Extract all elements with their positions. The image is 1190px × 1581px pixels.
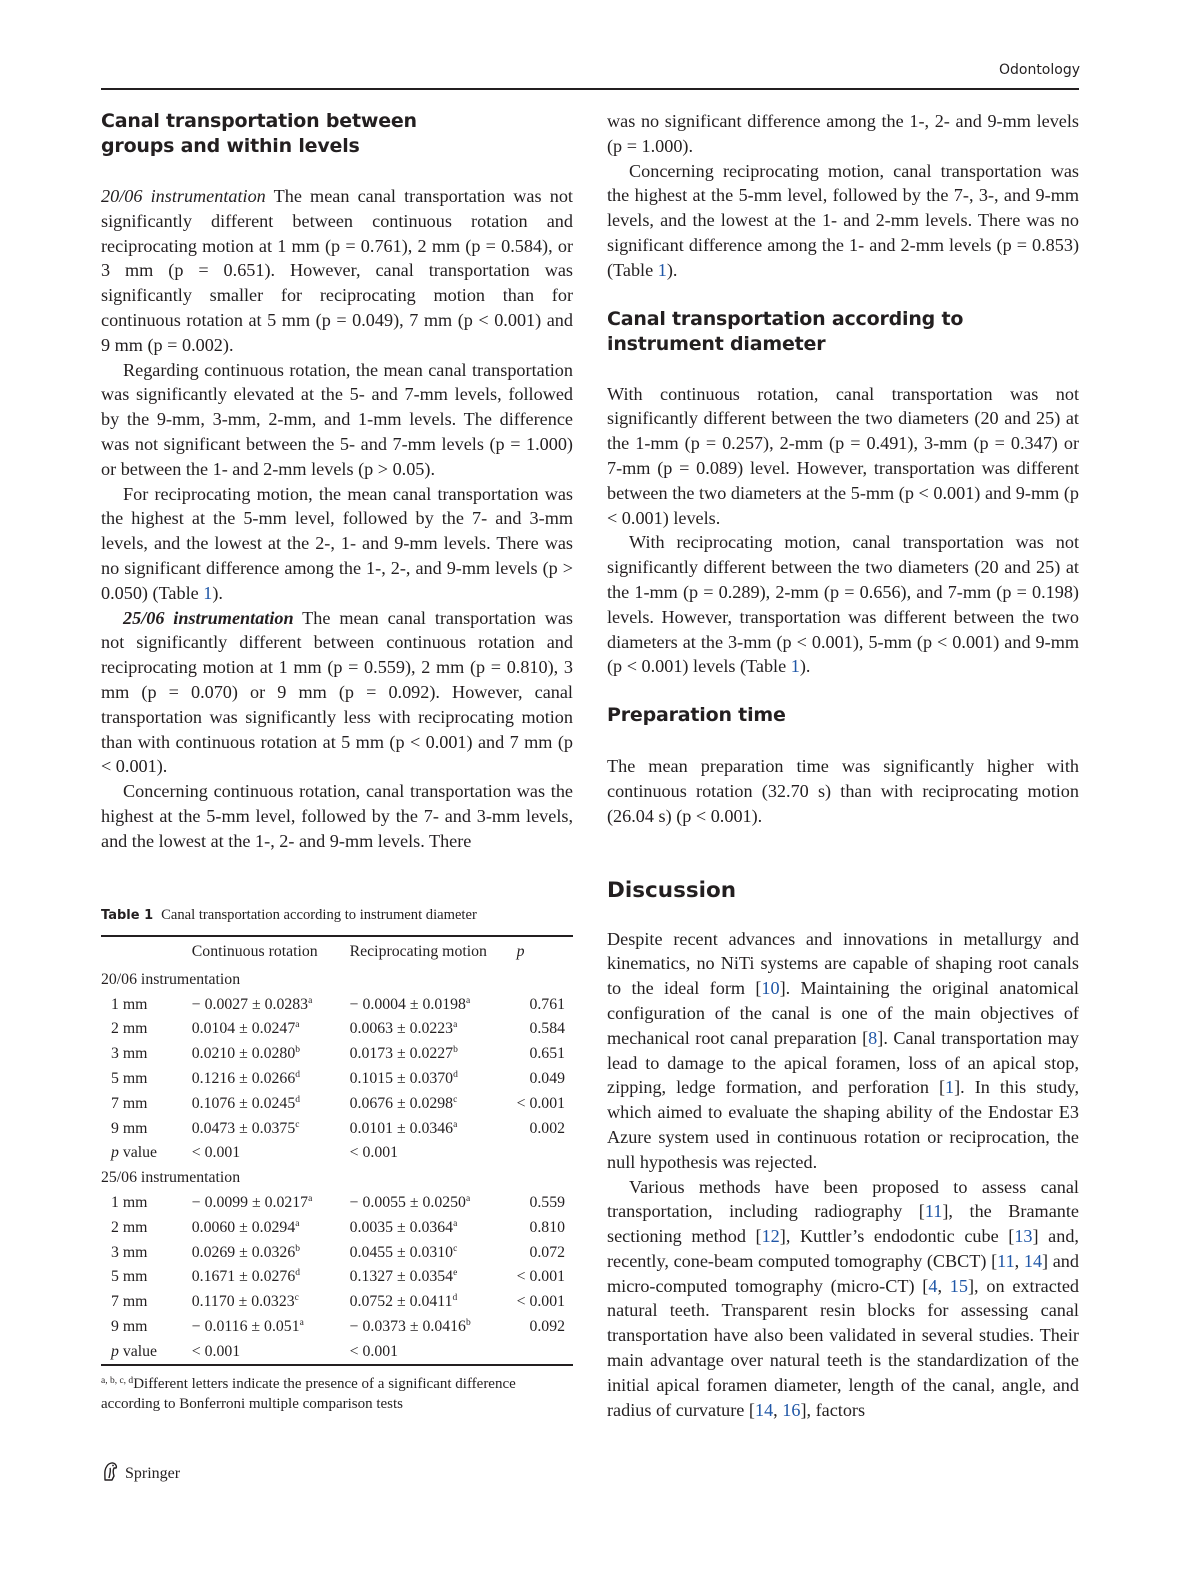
paragraph-reciprocating-20: For reciprocating motion, the mean canal transportation was the highest at the 5-mm level, followed by the 7- and 3-mm levels, and the lowest at the 2-, 1- and 9-mm levels. There was no significant difference among the 1-, 2-, and 9-mm levels (p > 0.050) (Table 1). — [101, 483, 573, 603]
running-head: Odontology — [998, 62, 1080, 78]
right-column — [607, 109, 1079, 1422]
column-header: p — [516, 943, 525, 960]
table-row: 7 mm 0.1076 ± 0.0245$^d$ 0.0676 ± 0.0298$^c$ < 0.001 — [111, 1094, 565, 1112]
table-row: 5 mm 0.1216 ± 0.0266$^d$ 0.1015 ± 0.0370$^d$ 0.049 — [111, 1070, 565, 1088]
table-row: 2 mm 0.0060 ± 0.0294$^a$ 0.0035 ± 0.0364$^a$ 0.810 — [111, 1218, 565, 1236]
paragraph-20-06: 20/06 instrumentation The mean canal transportation was not significantly different between continuous rotation and reciprocating motion at 1 mm (p = 0.761), 2 mm (p = 0.584), or 3 mm (p = 0.651). However, canal transportation was significantly smaller for reciprocating motion than for continuous rotation at 5 mm (p = 0.049), 7 mm (p < 0.001) and 9 mm (p = 0.002). — [101, 186, 573, 355]
springer-horse-icon — [101, 1460, 121, 1487]
section-heading-between-groups: Canal transportation between groups and within levels — [101, 110, 417, 157]
citation-link[interactable]: 4 — [928, 1275, 938, 1296]
citation-link[interactable]: 14 — [1023, 1250, 1043, 1271]
left-column — [101, 109, 573, 854]
paragraph-diameter-reciprocating: With reciprocating motion, canal transportation was not significantly different between the two diameters (20 and 25) at the 1-mm (p = 0.289), 2-mm (p = 0.656), and 7-mm (p = 0.198) levels. However, transportation was different between the two diameters at the 3-mm (p < 0.001), 5-mm (p < 0.001) and 9-mm (p < 0.001) levels (Table 1). — [607, 532, 1079, 677]
citation-link[interactable]: 10 — [761, 978, 780, 999]
column-header: Continuous rotation — [191, 943, 318, 960]
paragraph-reciprocating-25: Concerning reciprocating motion, canal transportation was the highest at the 5-mm level, followed by the 7-, 3-, and 9-mm levels, and the lowest at the 1- and 2-mm levels. There was no significant difference among the 1- and 2-mm levels (p = 0.853) (Table 1). — [607, 160, 1079, 280]
citation-link[interactable]: 1 — [945, 1077, 955, 1098]
citation-link[interactable]: 11 — [924, 1201, 943, 1222]
table-row: 2 mm 0.0104 ± 0.0247$^a$ 0.0063 ± 0.0223$^a$ 0.584 — [111, 1020, 565, 1038]
table-bottom-rule — [101, 1364, 573, 1366]
table-section-row: 20/06 instrumentation — [101, 970, 241, 988]
section-heading-preparation-time: Preparation time — [607, 704, 786, 727]
data-table — [101, 937, 573, 1365]
paragraph-continuous-25: Concerning continuous rotation, canal transportation was the highest at the 5-mm level, followed by the 7- and 3-mm levels, and the lowest at the 1-, 2- and 9-mm levels. There — [101, 781, 573, 851]
table-caption: Table 1 Canal transportation according to instrument diameter — [101, 907, 477, 923]
table-link[interactable]: 1 — [657, 259, 667, 280]
paragraph-25-06: 25/06 instrumentation The mean canal transportation was not significantly different between continuous rotation and reciprocating motion at 1 mm (p = 0.559), 2 mm (p = 0.810), 3 mm (p = 0.070) or 9 mm (p = 0.092). However, canal transportation was significantly less with reciprocating motion than with continuous rotation at 5 mm (p < 0.001) and 7 mm (p < 0.001). — [101, 607, 574, 777]
column-header: Reciprocating motion — [349, 943, 487, 960]
table-row: 9 mm 0.0473 ± 0.0375$^c$ 0.0101 ± 0.0346$^a$ 0.002 — [111, 1119, 565, 1137]
citation-link[interactable]: 13 — [1014, 1226, 1033, 1247]
section-heading-diameter: Canal transportation according to instrument diameter — [607, 307, 964, 355]
paragraph-preparation-time: The mean preparation time was significantly higher with continuous rotation (32.70 s) than with reciprocating motion (26.04 s) (p < 0.001). — [607, 756, 1079, 826]
paragraph-discussion-2: Various methods have been proposed to assess canal transportation, including radiography [11], the Bramante sectioning method [12], Kuttler’s endodontic cube [13] and, recently, cone-beam computed tomography (CBCT) [11, 14] and micro-computed tomography (micro-CT) [4, 15], on extracted natural teeth. Transparent resin blocks for assessing canal transportation have also been validated in several studies. Their main advantage over natural teeth is the standardization of the initial apical foramen diameter, length of the canal, angle, and radius of curvature [14, 16], factors — [607, 1176, 1079, 1420]
table-row: 5 mm 0.1671 ± 0.0276$^d$ 0.1327 ± 0.0354$^e$ < 0.001 — [111, 1268, 565, 1286]
table-footnote: $^{a, b, c, d}$Different letters indicate the presence of a significant difference according to Bonferroni multiple comparison tests — [101, 1375, 516, 1412]
paragraph-lead: 25/06 instrumentation — [123, 607, 294, 628]
table-row: 3 mm 0.0269 ± 0.0326$^b$ 0.0455 ± 0.0310$^c$ 0.072 — [111, 1243, 565, 1261]
publisher-name: Springer — [125, 1464, 181, 1482]
table-pvalue-row: p value < 0.001 < 0.001 — [111, 1144, 399, 1162]
citation-link[interactable]: 12 — [761, 1226, 780, 1247]
paragraph-lead: 20/06 instrumentation — [101, 186, 266, 206]
paragraph-continued: was no significant difference among the 1-, 2- and 9-mm levels (p = 1.000). — [607, 111, 1079, 156]
citation-link[interactable]: 15 — [949, 1275, 968, 1296]
paragraph-diameter-continuous: With continuous rotation, canal transportation was not significantly different between the two diameters (20 and 25) at the 1-mm (p = 0.257), 2-mm (p = 0.491), 3-mm (p = 0.347) or 7-mm (p = 0.089) level. However, transportation was different between the two diameters at the 5-mm (p < 0.001) and 9-mm (p < 0.001) levels. — [607, 383, 1079, 528]
table-row: 1 mm − 0.0027 ± 0.0283$^a$ − 0.0004 ± 0.0198$^a$ 0.761 — [111, 995, 565, 1013]
paragraph-continuous-20: Regarding continuous rotation, the mean canal transportation was significantly elevated at the 5- and 7-mm levels, followed by the 9-mm, 3-mm, 2-mm, and 1-mm levels. The difference was not significant between the 5- and 7-mm levels (p = 1.000) or between the 1- and 2-mm levels (p > 0.05). — [101, 359, 573, 479]
table-header-row — [101, 937, 573, 968]
table-row: 7 mm 0.1170 ± 0.0323$^c$ 0.0752 ± 0.0411$^d$ < 0.001 — [111, 1293, 565, 1311]
table-row: 9 mm − 0.0116 ± 0.051$^a$ − 0.0373 ± 0.0416$^b$ 0.092 — [111, 1318, 565, 1336]
citation-link[interactable]: 16 — [782, 1399, 801, 1420]
table-link[interactable]: 1 — [203, 582, 213, 603]
table-1 — [101, 905, 573, 1414]
paragraph-discussion-1: Despite recent advances and innovations in metallurgy and kinematics, no NiTi systems are capable of shaping root canals to the ideal form [10]. Maintaining the original anatomical configuration of the canal is one of the main objectives of mechanical root canal preparation [8]. Canal transportation may lead to damage to the apical foramen, loss of an apical stop, zipping, ledge formation, and perforation [1]. In this study, which aimed to evaluate the shaping ability of the Endostar E3 Azure system used in continuous rotation or reciprocation, the null hypothesis was rejected. — [607, 928, 1080, 1172]
header-rule — [101, 88, 1079, 90]
table-row: 1 mm − 0.0099 ± 0.0217$^a$ − 0.0055 ± 0.0250$^a$ 0.559 — [111, 1194, 565, 1212]
table-pvalue-row: p value < 0.001 < 0.001 — [111, 1342, 399, 1360]
table-section-row: 25/06 instrumentation — [101, 1169, 241, 1187]
citation-link[interactable]: 11 — [997, 1250, 1015, 1271]
citation-link[interactable]: 8 — [868, 1027, 878, 1048]
section-heading-discussion: Discussion — [607, 877, 737, 903]
publisher-footer — [101, 1460, 180, 1487]
table-row: 3 mm 0.0210 ± 0.0280$^b$ 0.0173 ± 0.0227$^b$ 0.651 — [111, 1045, 565, 1063]
table-link[interactable]: 1 — [790, 656, 800, 677]
citation-link[interactable]: 14 — [754, 1399, 774, 1420]
